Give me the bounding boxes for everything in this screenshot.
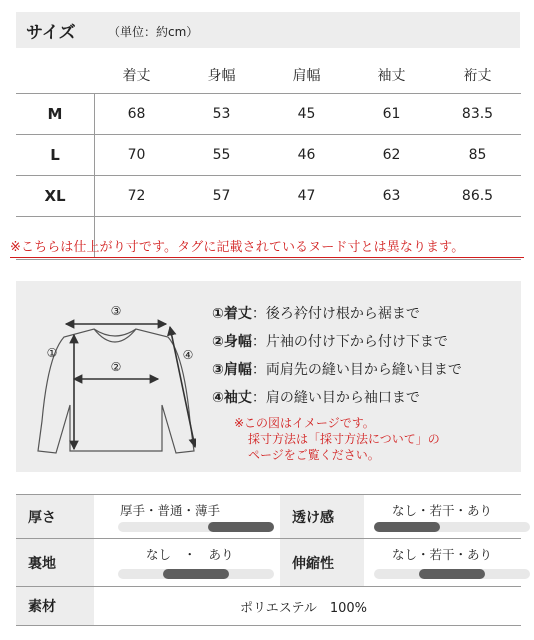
table-cell: 45 <box>297 106 316 122</box>
size-label: XL <box>44 187 66 205</box>
guide-num: ④ <box>212 390 224 406</box>
guide-note-line: 採寸方法は「採寸方法について」の <box>248 432 440 446</box>
marker-4: ④ <box>182 348 194 362</box>
table-cell: 46 <box>297 147 316 163</box>
size-label: M <box>47 105 63 123</box>
marker-2: ② <box>110 360 122 374</box>
table-cell: 86.5 <box>461 188 494 204</box>
stretch-fill <box>419 569 485 579</box>
shirt-diagram <box>36 295 196 460</box>
guide-desc: ：後ろ衿付け根から裾まで <box>251 306 420 322</box>
table-cell: 70 <box>127 147 146 163</box>
stretch-options: なし・若干・あり <box>392 547 493 562</box>
column-header: 身幅 <box>207 67 236 84</box>
table-cell: 57 <box>212 188 231 204</box>
spec-label: 透け感 <box>280 495 364 538</box>
guide-num: ① <box>212 306 224 322</box>
spec-table <box>16 494 521 626</box>
size-table <box>16 56 521 260</box>
table-cell: 68 <box>127 106 146 122</box>
table-cell: 62 <box>382 147 401 163</box>
guide-name: 着丈 <box>223 306 252 322</box>
thickness-fill <box>208 522 274 532</box>
stretch-bar <box>374 569 530 579</box>
spec-label: 裏地 <box>16 539 94 586</box>
spec-label: 厚さ <box>16 495 94 538</box>
table-row <box>16 176 521 217</box>
guide-desc: ：片袖の付け下から付け下まで <box>251 334 448 350</box>
guide-name: 身幅 <box>223 334 252 350</box>
table-row <box>16 94 521 135</box>
measurement-guide <box>16 281 521 472</box>
see-through-bar <box>374 522 530 532</box>
table-cell: 85 <box>468 147 487 163</box>
guide-desc: ：肩の縫い目から袖口まで <box>251 390 420 406</box>
lining-options: なし ・ あり <box>146 547 234 562</box>
size-header <box>16 12 520 48</box>
guide-item-width <box>212 331 448 351</box>
guide-name: 袖丈 <box>223 390 252 406</box>
lining-fill <box>163 569 229 579</box>
spec-label: 素材 <box>16 587 94 625</box>
table-cell: 55 <box>212 147 231 163</box>
guide-item-shoulder <box>212 359 462 379</box>
table-cell: 63 <box>382 188 401 204</box>
spec-row <box>16 495 521 539</box>
column-header: 袖丈 <box>377 67 406 84</box>
spec-row <box>16 539 521 587</box>
spec-row <box>16 587 521 626</box>
see-through-options: なし・若干・あり <box>392 503 493 518</box>
guide-note-line: ※この図はイメージです。 <box>234 416 375 430</box>
table-cell: 61 <box>382 106 401 122</box>
guide-note-line: ページをご覧ください。 <box>248 448 380 462</box>
note-underline <box>10 257 524 258</box>
section-title: サイズ <box>26 23 76 43</box>
marker-1: ① <box>46 346 58 360</box>
guide-name: 肩幅 <box>223 362 252 378</box>
material-value: ポリエステル 100% <box>240 600 367 616</box>
thickness-bar <box>118 522 274 532</box>
column-header: 裄丈 <box>463 67 492 84</box>
table-cell: 72 <box>127 188 146 204</box>
arrow-sleeve <box>170 327 195 447</box>
table-cell: 53 <box>212 106 231 122</box>
column-header: 着丈 <box>122 67 151 84</box>
shirt-outline <box>38 329 194 453</box>
column-header: 肩幅 <box>292 67 321 84</box>
guide-num: ② <box>212 334 224 350</box>
size-note: ※こちらは仕上がり寸です。タグに記載されているヌード寸とは異なります。 <box>10 240 465 255</box>
table-cell: 47 <box>297 188 316 204</box>
size-label: L <box>50 146 60 164</box>
lining-bar <box>118 569 274 579</box>
guide-desc: ：両肩先の縫い目から縫い目まで <box>251 362 462 378</box>
guide-item-length <box>212 303 420 323</box>
guide-item-sleeve <box>212 387 420 407</box>
table-row <box>16 135 521 176</box>
thickness-options: 厚手・普通・薄手 <box>120 503 221 518</box>
unit-label: （単位：約cm） <box>108 25 199 39</box>
see-through-fill <box>374 522 440 532</box>
table-cell: 83.5 <box>461 106 494 122</box>
guide-num: ③ <box>212 362 224 378</box>
spec-label: 伸縮性 <box>280 539 364 586</box>
table-header-row <box>16 56 521 94</box>
marker-3: ③ <box>110 304 122 318</box>
